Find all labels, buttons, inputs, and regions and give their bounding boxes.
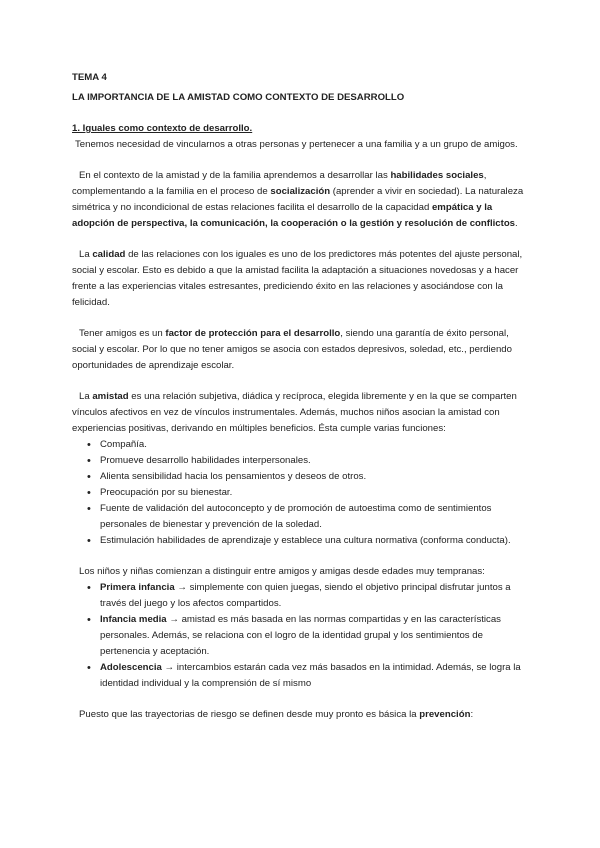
paragraph-5: La amistad es una relación subjetiva, diádica y recíproca, elegida libremente y en la que se comparten vínculos afectivos en vez de vínculos instrumentales. Además, muchos niños asocian la amistad con experiencias positivas, derivando en múltiples beneficios. Ésta cumple varias funciones: [72,391,517,434]
paragraph-7: Puesto que las trayectorias de riesgo se definen desde muy pronto es básica la prevención: [79,709,474,720]
document-title: LA IMPORTANCIA DE LA AMISTAD COMO CONTEXTO DE DESARROLLO [72,92,405,103]
list-item: • Adolescencia → intercambios estarán cada vez más basados en la intimidad. Además, se logra la identidad individual y la comprensión de sí mismo [72,660,532,692]
list-item: • Alienta sensibilidad hacia los pensamientos y deseos de otros. [72,469,532,485]
list-item: • Fuente de validación del autoconcepto y de promoción de autoestima como de sentimientos personales de bienestar y prevención de la soledad. [72,501,532,533]
paragraph-6: Los niños y niñas comienzan a distinguir entre amigos y amigas desde edades muy tempranas: [79,566,485,577]
list-item: • Preocupación por su bienestar. [72,485,532,501]
section-heading: 1. Iguales como contexto de desarrollo. [72,123,253,134]
paragraph-1: Tenemos necesidad de vincularnos a otras personas y pertenecer a una familia y a un grupo de amigos. [75,139,518,150]
stages-list [72,580,532,692]
topic-number: TEMA 4 [72,72,107,83]
list-item: • Promueve desarrollo habilidades interpersonales. [72,453,532,469]
document-page [72,70,532,723]
paragraph-4: Tener amigos es un factor de protección para el desarrollo, siendo una garantía de éxito personal, social y escolar. Por lo que no tener amigos se asocia con estados depresivos, soledad, etc., perdiendo oportunidades de aprendizaje escolar. [72,328,512,371]
functions-list [72,437,532,549]
list-item: • Primera infancia → simplemente con quien juegas, siendo el objetivo principal disfrutar juntos a través del juego y los afectos compartidos. [72,580,532,612]
paragraph-2: En el contexto de la amistad y de la familia aprendemos a desarrollar las habilidades sociales, complementando a la familia en el proceso de socialización (aprender a vivir en sociedad). La naturaleza simétrica y no incondicional de estas relaciones facilita el desarrollo de la capacidad empática y la adopción de perspectiva, la comunicación, la cooperación o la gestión y resolución de conflictos. [72,170,524,229]
list-item: • Infancia media → amistad es más basada en las normas compartidas y en las características personales. Además, se relaciona con el logro de la identidad grupal y los sentimientos de pertenencia y aceptación. [72,612,532,660]
list-item: • Estimulación habilidades de aprendizaje y establece una cultura normativa (conforma conducta). [72,533,532,549]
list-item: • Compañía. [72,437,532,453]
paragraph-3: La calidad de las relaciones con los iguales es uno de los predictores más potentes del ajuste personal, social y escolar. Esto es debido a que la amistad facilita la adaptación a situaciones novedosas y a hacer frente a las experiencias vitales estresantes, prediciendo éxito en las relaciones y asociándose con la felicidad. [72,249,523,308]
